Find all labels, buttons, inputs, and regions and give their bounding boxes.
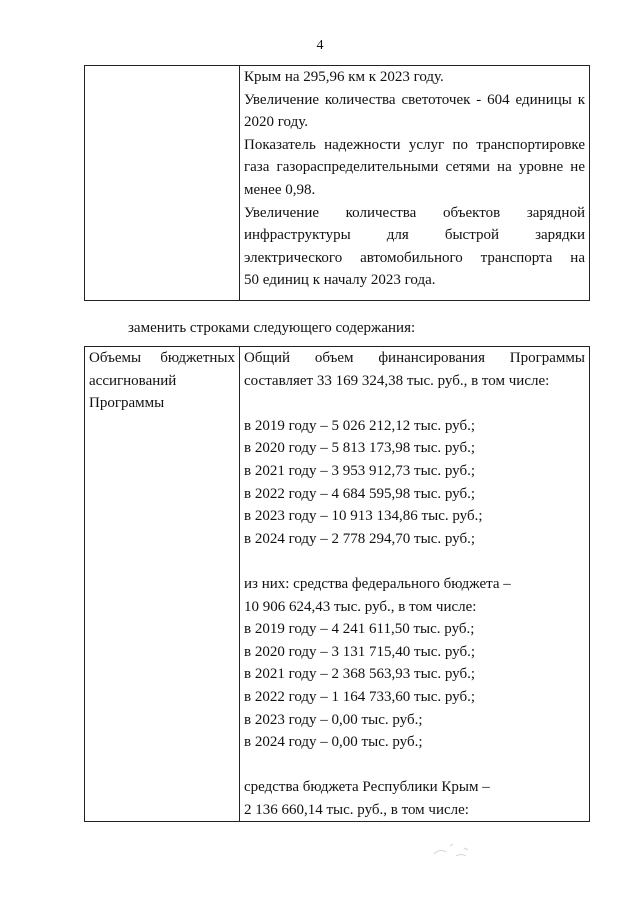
text-line: инфраструктуры для быстрой зарядки [244, 227, 585, 244]
text-line: менее 0,98. [244, 181, 316, 198]
text-line: 2 136 660,14 тыс. руб., в том числе: [244, 801, 469, 818]
row-label-cell [85, 347, 240, 822]
row-content-cell [240, 347, 590, 822]
text-line: в 2022 году – 1 164 733,60 тыс. руб.; [244, 688, 476, 705]
text-line: Крым на 295,96 км к 2023 году. [244, 69, 444, 85]
text-line: составляет 33 169 324,38 тыс. руб., в том числе: [244, 372, 550, 389]
program-passport-table-continued [84, 65, 590, 301]
text-line: в 2024 году – 2 778 294,70 тыс. руб.; [244, 530, 476, 547]
text-line: Увеличение количества светоточек - 604 единицы к [244, 91, 585, 108]
blank-line [244, 754, 585, 777]
text-line: в 2023 году – 10 913 134,86 тыс. руб.; [244, 508, 483, 525]
text-line: в 2020 году – 3 131 715,40 тыс. руб.; [244, 643, 476, 660]
blank-line [244, 550, 585, 573]
text-line: Показатель надежности услуг по транспортировке [244, 136, 585, 153]
text-line: в 2019 году – 4 241 611,50 тыс. руб.; [244, 621, 475, 638]
label-line: ассигнований [89, 372, 177, 389]
text-line: в 2023 году – 0,00 тыс. руб.; [244, 711, 423, 728]
text-line: в 2021 году – 2 368 563,93 тыс. руб.; [244, 666, 476, 683]
page-number: 4 [316, 38, 324, 53]
text-line: 2020 году. [244, 114, 308, 131]
text-line: из них: средства федерального бюджета – [244, 575, 511, 592]
label-line: Объемы бюджетных [89, 350, 235, 366]
blank-line [244, 392, 585, 415]
table-row [85, 347, 590, 822]
budget-allocations-table [84, 346, 590, 822]
text-line: электрического автомобильного транспорта на [244, 249, 585, 266]
text-line: 50 единиц к началу 2023 года. [244, 272, 436, 289]
scan-smudge [430, 840, 475, 862]
text-line: в 2019 году – 5 026 212,12 тыс. руб.; [244, 417, 476, 434]
text-line: в 2024 году – 0,00 тыс. руб.; [244, 734, 423, 751]
text-line: 10 906 624,43 тыс. руб., в том числе: [244, 598, 477, 615]
table-row [85, 66, 590, 301]
text-line: Общий объем финансирования Программы [244, 350, 585, 366]
text-line: средства бюджета Республики Крым – [244, 779, 490, 796]
row-content-cell [240, 66, 590, 301]
row-label-cell [85, 66, 240, 301]
text-line: Увеличение количества объектов зарядной [244, 204, 585, 221]
text-line: газа газораспределительными сетями на уровне не [244, 159, 585, 176]
text-line: в 2021 году – 3 953 912,73 тыс. руб.; [244, 462, 476, 479]
label-line: Программы [89, 395, 165, 412]
text-line: в 2020 году – 5 813 173,98 тыс. руб.; [244, 440, 476, 457]
replacement-instruction: заменить строками следующего содержания: [128, 320, 416, 336]
text-line: в 2022 году – 4 684 595,98 тыс. руб.; [244, 485, 476, 502]
